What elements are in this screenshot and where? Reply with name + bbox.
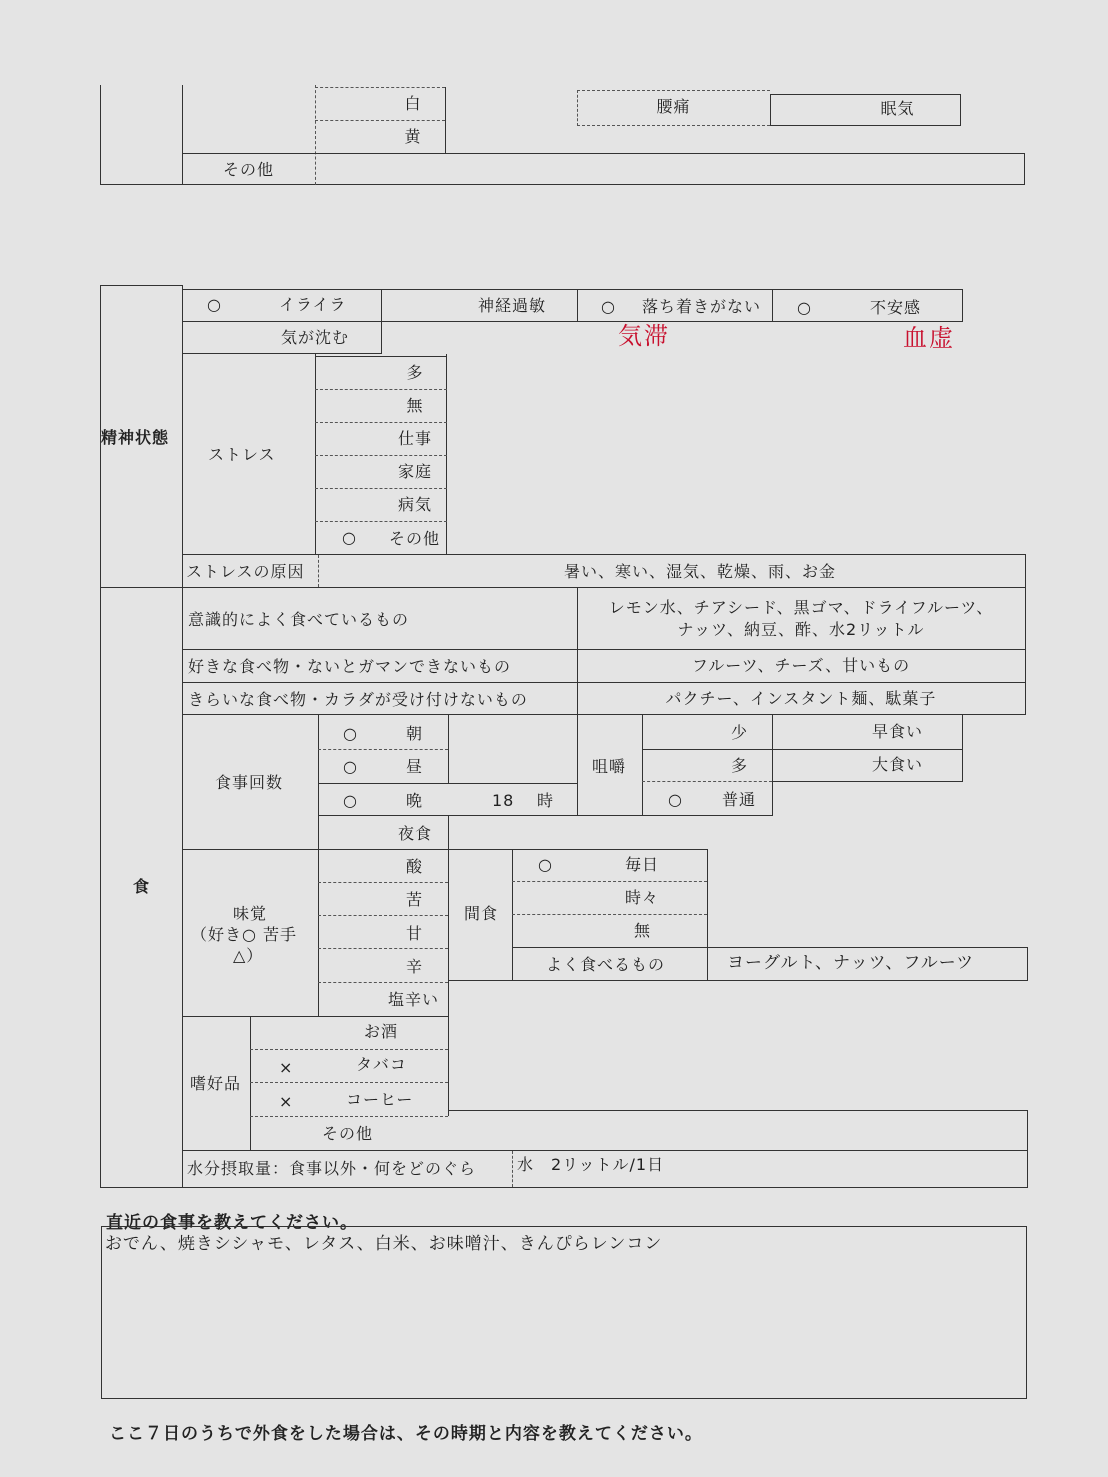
- chewing-label: 咀嚼: [592, 757, 627, 776]
- dislike-label: きらいな食べ物・カラダが受け付けないもの: [188, 690, 528, 709]
- chewing-row-line: [642, 781, 772, 782]
- chewing-much[interactable]: 多: [731, 756, 749, 775]
- chewing-normal-mark: ○: [668, 790, 682, 809]
- snack-often-value[interactable]: ヨーグルト、ナッツ、フルーツ: [727, 953, 975, 973]
- table-left-border: [100, 285, 101, 1188]
- chewing-col-line: [772, 715, 773, 815]
- restless-mark: ○: [601, 297, 615, 316]
- late-night-label[interactable]: 夜食: [398, 824, 433, 843]
- pref-row-line: [250, 1082, 448, 1083]
- chewing-row-line: [772, 781, 963, 782]
- pref-row-line: [250, 1049, 448, 1050]
- restless-label: 落ち着きがない: [642, 297, 762, 316]
- irritated-mark: ○: [207, 295, 221, 314]
- snack-right: [1027, 947, 1028, 980]
- taste-option[interactable]: 苦: [406, 890, 424, 909]
- nervous-label: 神経過敏: [477, 296, 546, 315]
- stress-row-line: [315, 455, 447, 456]
- section-divider: [100, 587, 183, 588]
- table-top-border: [100, 285, 183, 286]
- recent-meal-value[interactable]: おでん、焼きシシャモ、レタス、白米、お味噌汁、きんぴらレンコン: [105, 1234, 663, 1254]
- dinner-time-unit: 時: [537, 791, 555, 810]
- consciously-eat-label: 意識的によく食べているもの: [188, 610, 410, 629]
- top-row-line: [182, 153, 1025, 154]
- stress-row-line: [315, 389, 447, 390]
- water-col-line: [512, 1151, 513, 1187]
- taste-col-line: [318, 849, 319, 1016]
- stress-cause-label: ストレスの原因: [186, 562, 305, 581]
- pref-tobacco[interactable]: タバコ: [356, 1055, 407, 1074]
- depressed-label: 気が沈む: [280, 328, 349, 347]
- dinner-mark: ○: [343, 791, 357, 810]
- taste-option[interactable]: 辛: [406, 957, 424, 976]
- handwritten-note-blood: 血虚: [903, 324, 955, 352]
- anxiety-mark: ○: [797, 298, 811, 317]
- pref-label: 嗜好品: [190, 1074, 242, 1093]
- stress-option[interactable]: 家庭: [397, 462, 432, 481]
- snack-top: [448, 849, 708, 850]
- meals-col-line: [577, 715, 578, 815]
- dinner-label[interactable]: 晩: [406, 791, 424, 810]
- lunch-mark: ○: [343, 757, 357, 776]
- stress-label: ストレス: [208, 445, 276, 464]
- anxiety-label: 不安感: [870, 298, 922, 317]
- chewing-col-line: [962, 715, 963, 781]
- back-pain-label: 腰痛: [656, 97, 691, 116]
- dislike-value[interactable]: パクチー、インスタント麺、駄菓子: [665, 689, 937, 708]
- pref-bottom: [182, 1150, 1028, 1151]
- handwritten-note-qi: 気滞: [618, 322, 670, 350]
- top-dashed-border: [315, 85, 316, 185]
- top-right-border: [1024, 153, 1025, 185]
- snack-daily[interactable]: 毎日: [625, 855, 660, 874]
- pref-right: [1027, 1110, 1028, 1188]
- taste-label-line2: （好き○ 苦手: [191, 925, 298, 944]
- pref-alcohol[interactable]: お酒: [364, 1022, 399, 1041]
- snack-sometimes[interactable]: 時々: [625, 888, 660, 907]
- chewing-col-line: [642, 715, 643, 815]
- consciously-eat-line1[interactable]: レモン水、チアシード、黒ゴマ、ドライフルーツ、: [608, 598, 994, 617]
- stress-cause-col: [318, 555, 319, 587]
- mental-col-line: [962, 289, 963, 322]
- top-bottom-border: [100, 184, 1025, 185]
- lunch-label[interactable]: 昼: [406, 757, 424, 776]
- stress-other-mark: ○: [342, 528, 356, 547]
- top-row-line: [315, 120, 445, 121]
- snack-row-line: [512, 914, 707, 915]
- meals-row-line: [318, 749, 448, 750]
- meals-col-line: [448, 715, 449, 783]
- taste-bottom: [182, 1016, 449, 1017]
- mental-row-line: [182, 321, 962, 322]
- stress-row-line: [315, 521, 447, 522]
- mental-title: 精神状態: [101, 428, 170, 447]
- snack-row-line: [512, 881, 707, 882]
- sleepy-label: 眠気: [880, 99, 915, 118]
- snack-none[interactable]: 無: [634, 921, 652, 940]
- chewing-row-line: [642, 749, 963, 750]
- table-bottom-border: [100, 1187, 1028, 1188]
- water-label: 水分摂取量：食事以外・何をどのぐら: [187, 1159, 477, 1178]
- yellow-label: 黄: [404, 127, 422, 146]
- pref-row-line: [250, 1116, 448, 1117]
- coffee-mark: ×: [279, 1092, 293, 1111]
- table-inner-border: [182, 285, 183, 1188]
- taste-option[interactable]: 酸: [406, 857, 424, 876]
- top-row-line: [315, 87, 445, 88]
- stress-cause-bottom: [182, 587, 1026, 588]
- stress-row-line: [315, 356, 447, 357]
- stress-cause-right: [1025, 554, 1026, 588]
- favorite-value[interactable]: フルーツ、チーズ、甘いもの: [691, 656, 911, 675]
- food-row-line: [182, 682, 1026, 683]
- food-row-line: [182, 714, 1026, 715]
- meals-row-line: [318, 783, 578, 784]
- stress-cause-top: [182, 554, 1026, 555]
- meals-col-line: [318, 715, 319, 849]
- mental-row-line: [182, 353, 382, 354]
- irritated-label: イライラ: [279, 295, 347, 314]
- taste-col-line: [448, 849, 449, 1116]
- snack-daily-mark: ○: [538, 855, 552, 874]
- taste-row-line: [318, 948, 448, 949]
- snack-bottom: [448, 980, 1028, 981]
- food-row-line: [182, 649, 1026, 650]
- stress-row-line: [315, 488, 447, 489]
- other-label: その他: [222, 160, 274, 179]
- white-label: 白: [404, 94, 422, 113]
- meals-col-line: [448, 815, 449, 849]
- food-right-border: [1025, 587, 1026, 715]
- pref-coffee[interactable]: コーヒー: [346, 1090, 414, 1109]
- snack-row-line: [512, 947, 1028, 948]
- pref-col-line: [250, 1016, 251, 1151]
- pref-other[interactable]: その他: [322, 1124, 374, 1143]
- meals-label: 食事回数: [215, 773, 284, 792]
- tobacco-mark: ×: [279, 1058, 293, 1077]
- breakfast-mark: ○: [343, 724, 357, 743]
- chewing-normal[interactable]: 普通: [722, 790, 757, 809]
- consciously-eat-line2[interactable]: ナッツ、納豆、酢、水2リットル: [677, 620, 925, 639]
- eating-out-heading: ここ７日のうちで外食をした場合は、その時期と内容を教えてください。: [109, 1424, 703, 1444]
- food-title: 食: [132, 877, 150, 896]
- taste-option[interactable]: 甘: [406, 924, 424, 943]
- stress-option[interactable]: 病気: [397, 495, 432, 514]
- mental-col-line: [772, 289, 773, 322]
- chewing-little[interactable]: 少: [731, 723, 749, 742]
- snack-col-line: [707, 849, 708, 980]
- taste-option[interactable]: 塩辛い: [388, 990, 440, 1009]
- stress-cause-value[interactable]: 暑い、寒い、湿気、乾燥、雨、お金: [563, 562, 836, 581]
- fast-eater[interactable]: 早食い: [872, 722, 924, 741]
- taste-label-line1: 味覚: [233, 904, 268, 923]
- snack-often-label: よく食べるもの: [546, 955, 666, 974]
- stress-row-line: [315, 422, 447, 423]
- taste-row-line: [318, 915, 448, 916]
- stress-option[interactable]: 無: [406, 396, 424, 415]
- taste-label-line3: △）: [233, 946, 264, 965]
- meals-bottom: [182, 849, 449, 850]
- taste-row-line: [318, 982, 448, 983]
- favorite-label: 好きな食べ物・ないとガマンできないもの: [188, 657, 512, 676]
- breakfast-label[interactable]: 朝: [406, 724, 424, 743]
- dinner-time-value[interactable]: 18: [492, 791, 515, 810]
- water-value[interactable]: 水 2リットル/1日: [517, 1155, 665, 1174]
- recent-meal-heading: 直近の食事を教えてください。: [106, 1213, 358, 1233]
- stress-option[interactable]: 仕事: [397, 429, 432, 448]
- mental-row-line: [182, 289, 962, 290]
- taste-row-line: [318, 882, 448, 883]
- pref-other-top: [448, 1110, 1028, 1111]
- big-eater[interactable]: 大食い: [872, 755, 924, 774]
- stress-option[interactable]: その他: [389, 529, 441, 548]
- stress-option[interactable]: 多: [406, 363, 424, 382]
- meals-row-line: [318, 815, 773, 816]
- top-left-border: [100, 85, 101, 185]
- snack-label: 間食: [464, 904, 499, 923]
